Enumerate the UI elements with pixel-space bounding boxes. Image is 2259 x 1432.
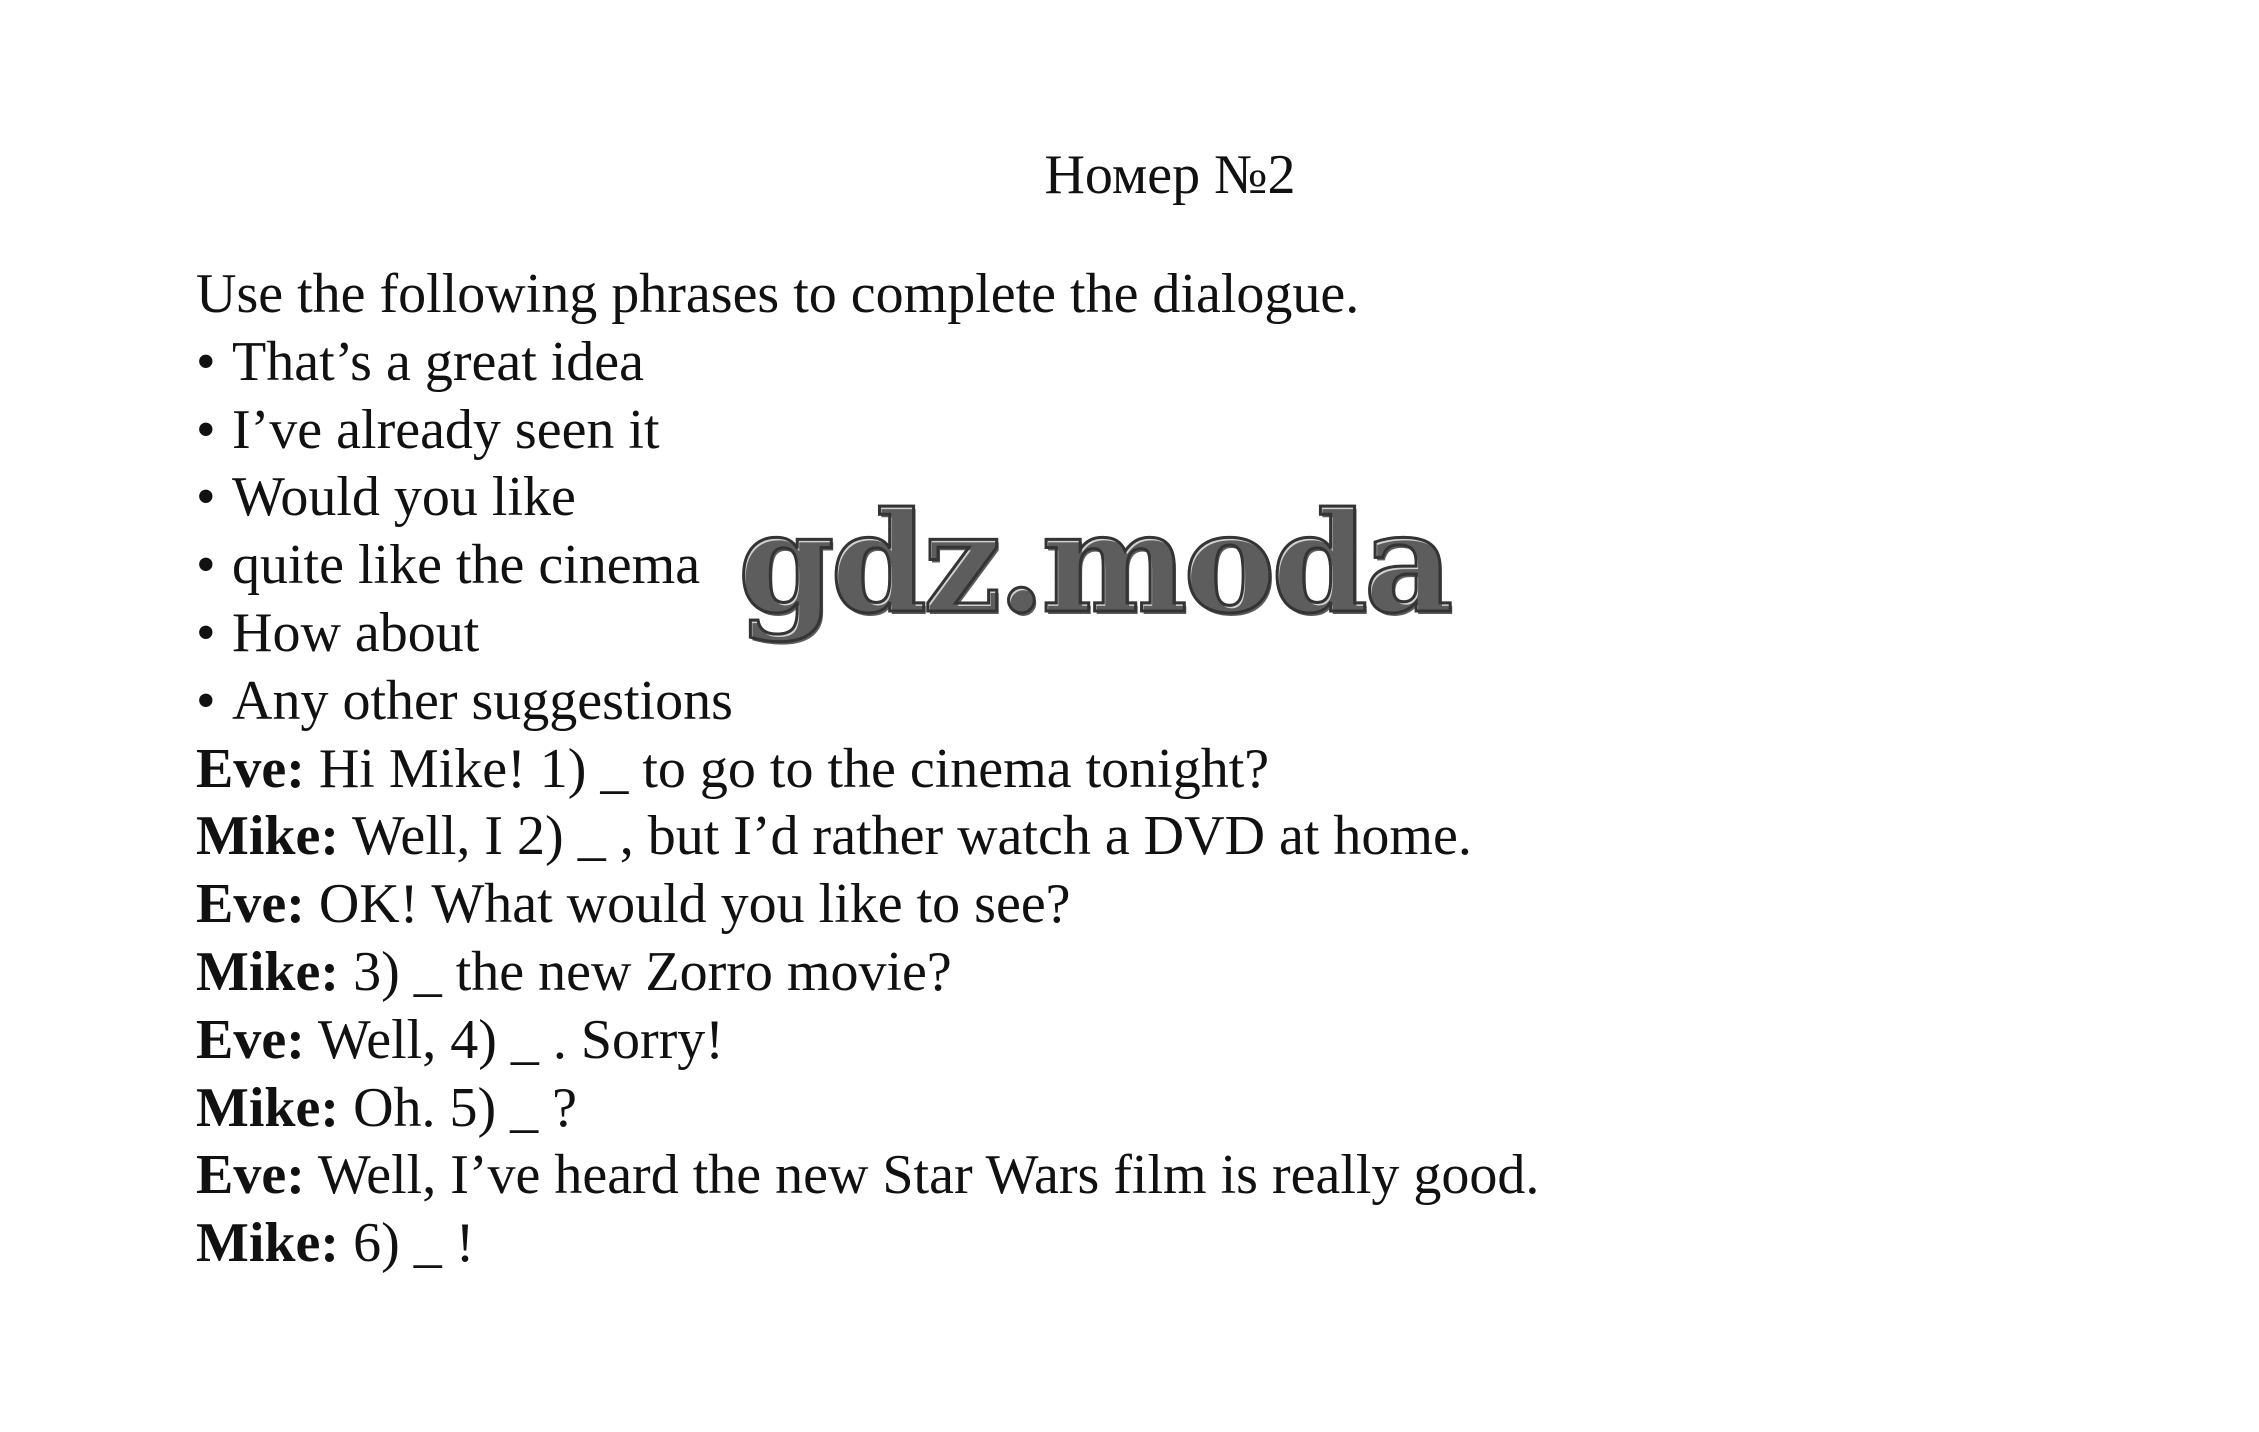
exercise-content — [196, 261, 1539, 1278]
dialogue-text: 6) _ ! — [339, 1212, 475, 1275]
phrase-item — [196, 329, 1539, 397]
phrase-item — [196, 397, 1539, 465]
dialogue-text: Hi Mike! 1) _ to go to the cinema tonight? — [304, 737, 1270, 800]
phrase-text: Any other suggestions — [232, 669, 733, 732]
dialogue-line — [196, 871, 1539, 939]
phrase-item — [196, 668, 1539, 736]
dialogue-text: OK! What would you like to see? — [304, 873, 1071, 936]
speaker-name: Eve: — [196, 737, 305, 800]
dialogue-line — [196, 1210, 1539, 1278]
bullet-icon: • — [196, 330, 216, 393]
bullet-icon: • — [196, 534, 216, 597]
dialogue-line — [196, 736, 1539, 804]
dialogue-line — [196, 1007, 1539, 1075]
dialogue-text: 3) _ the new Zorro movie? — [339, 940, 952, 1003]
dialogue-line — [196, 1075, 1539, 1143]
instruction: Use the following phrases to complete the dialogue. — [196, 263, 1360, 325]
speaker-name: Eve: — [196, 873, 305, 936]
watermark-logo: gdz.moda — [738, 481, 1450, 644]
speaker-name: Mike: — [196, 805, 340, 868]
phrase-text: Would you like — [232, 466, 576, 529]
bullet-icon: • — [196, 669, 216, 732]
bullet-icon: • — [196, 601, 216, 664]
phrase-text: That’s a great idea — [232, 330, 645, 393]
phrase-text: How about — [232, 601, 480, 664]
dialogue-text: Well, I 2) _ , but I’d rather watch a DVD at home. — [339, 805, 1472, 868]
dialogue-line — [196, 1142, 1539, 1210]
dialogue-text: Oh. 5) _ ? — [339, 1076, 578, 1139]
dialogue-text: Well, 4) _ . Sorry! — [304, 1008, 724, 1071]
speaker-name: Mike: — [196, 1212, 340, 1275]
phrase-text: quite like the cinema — [232, 534, 701, 597]
dialogue-line — [196, 803, 1539, 871]
bullet-icon: • — [196, 398, 216, 461]
dialogue-text: Well, I’ve heard the new Star Wars film is really good. — [304, 1144, 1540, 1207]
speaker-name: Eve: — [196, 1144, 305, 1207]
bullet-icon: • — [196, 466, 216, 529]
speaker-name: Eve: — [196, 1008, 305, 1071]
speaker-name: Mike: — [196, 1076, 340, 1139]
phrase-text: I’ve already seen it — [232, 398, 660, 461]
page-title: Номер №2 — [1044, 144, 1296, 206]
dialogue-line — [196, 939, 1539, 1007]
speaker-name: Mike: — [196, 940, 340, 1003]
